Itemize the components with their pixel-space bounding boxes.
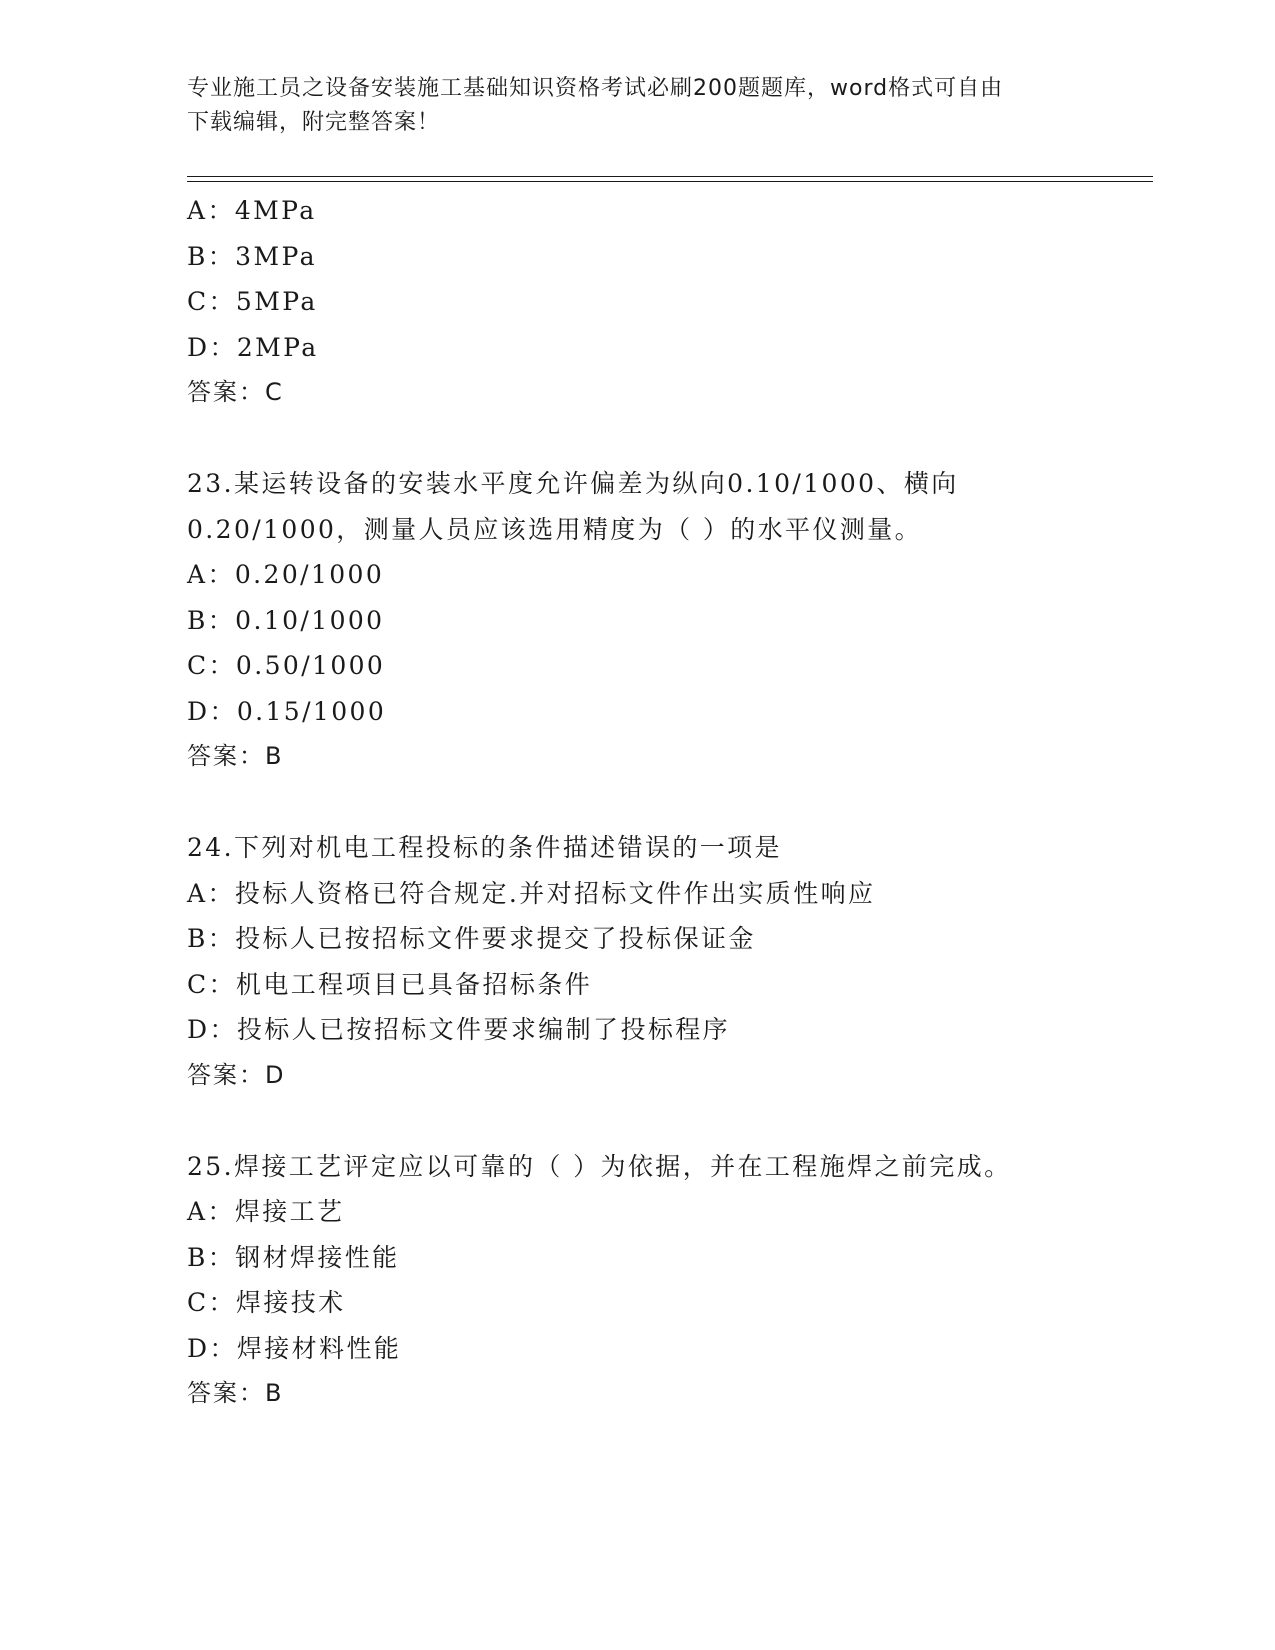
header-divider-top xyxy=(187,176,1153,177)
question-22 xyxy=(187,188,1153,416)
question-stem: 23.某运转设备的安装水平度允许偏差为纵向0.10/1000、横向 xyxy=(187,469,959,498)
header-divider-bottom xyxy=(187,181,1153,182)
option-d: D：2MPa xyxy=(187,332,319,362)
option-c: C：5MPa xyxy=(187,287,318,316)
question-stem: 25.焊接工艺评定应以可靠的（ ）为依据，并在工程施焊之前完成。 xyxy=(187,1151,1012,1181)
option-b: B：3MPa xyxy=(187,241,317,271)
option-b: B：钢材焊接性能 xyxy=(187,1242,400,1272)
option-c: C：0.50/1000 xyxy=(187,651,386,680)
question-stem-continued: 0.20/1000，测量人员应该选用精度为（ ）的水平仪测量。 xyxy=(187,514,923,544)
answer: 答案：B xyxy=(187,742,284,770)
header-line-2: 下载编辑，附完整答案！ xyxy=(187,110,441,135)
option-b: B：0.10/1000 xyxy=(187,605,385,635)
spacer xyxy=(187,780,1153,826)
option-a: A：4MPa xyxy=(187,196,317,225)
question-25 xyxy=(187,1144,1153,1417)
option-c: C：机电工程项目已具备招标条件 xyxy=(187,969,593,999)
option-d: D：0.15/1000 xyxy=(187,696,387,726)
question-23 xyxy=(187,461,1153,780)
header-line-1: 专业施工员之设备安装施工基础知识资格考试必刷200题题库，word格式可自由 xyxy=(187,76,1004,101)
answer: 答案：C xyxy=(187,378,284,406)
option-a: A：焊接工艺 xyxy=(187,1197,345,1226)
option-a: A：投标人资格已符合规定.并对招标文件作出实质性响应 xyxy=(187,878,876,908)
option-b: B：投标人已按招标文件要求提交了投标保证金 xyxy=(187,924,756,953)
option-c: C：焊接技术 xyxy=(187,1288,346,1317)
question-list xyxy=(187,188,1153,1417)
option-d: D：投标人已按招标文件要求编制了投标程序 xyxy=(187,1015,731,1044)
answer: 答案：D xyxy=(187,1060,286,1089)
question-stem: 24.下列对机电工程投标的条件描述错误的一项是 xyxy=(187,833,782,862)
spacer xyxy=(187,1098,1153,1144)
document-header xyxy=(187,72,1067,140)
spacer xyxy=(187,416,1153,462)
option-d: D：焊接材料性能 xyxy=(187,1333,402,1363)
answer: 答案：B xyxy=(187,1379,284,1407)
option-a: A：0.20/1000 xyxy=(187,560,385,589)
question-24 xyxy=(187,825,1153,1098)
